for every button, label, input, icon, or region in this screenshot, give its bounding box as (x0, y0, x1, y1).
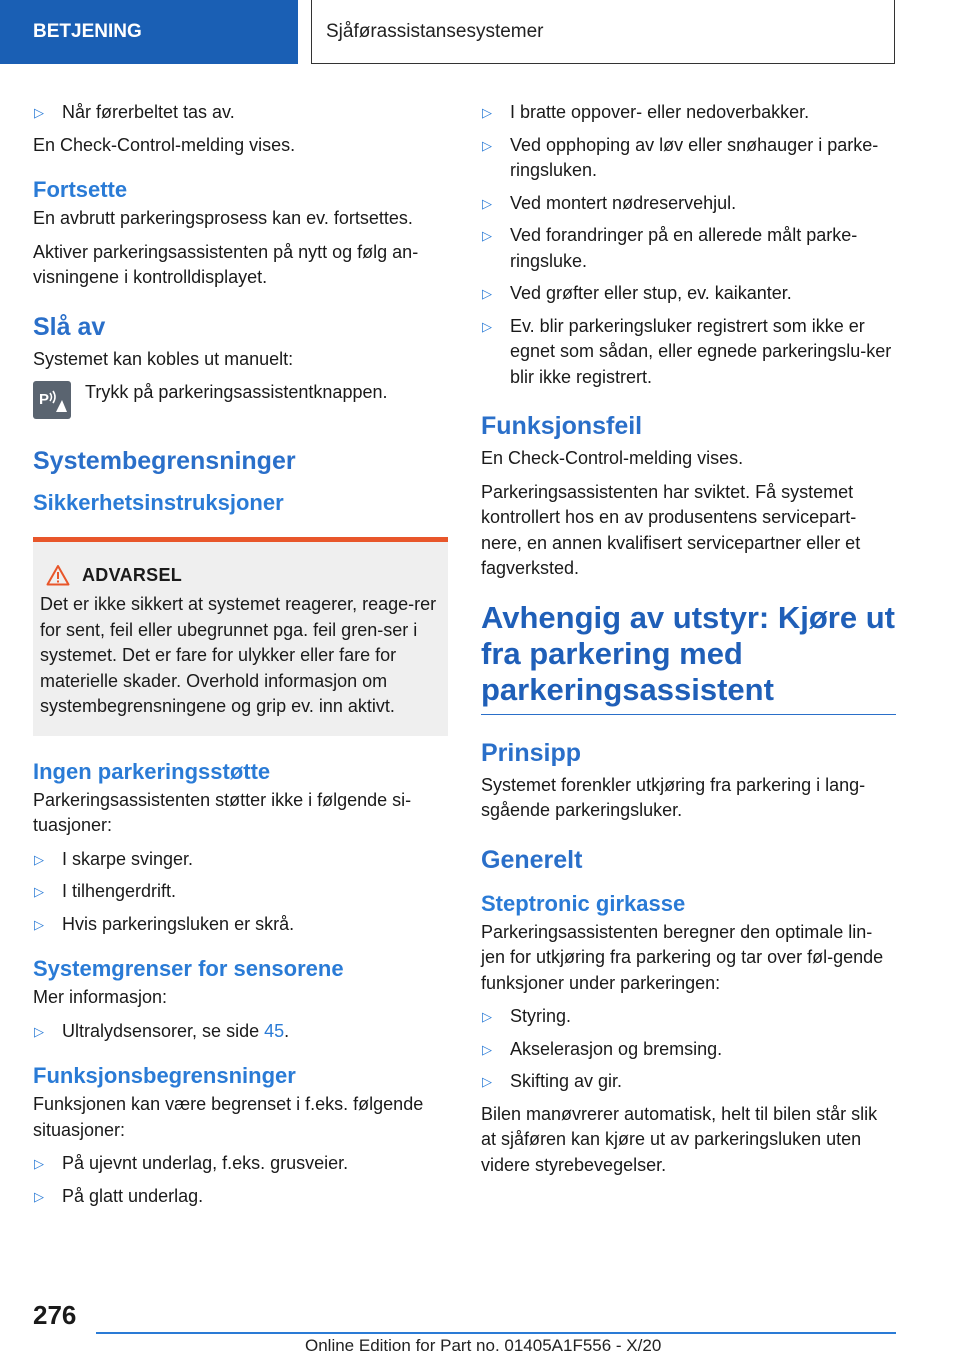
list-item: ▷ Ved forandringer på en allerede målt parke-ringsluke. (481, 223, 896, 274)
bullet-triangle-icon: ▷ (482, 195, 492, 211)
heading-fortsette: Fortsette (33, 177, 128, 202)
bullet-triangle-icon: ▷ (482, 1009, 492, 1024)
bullet-triangle-icon: ▷ (34, 851, 44, 867)
warning-title: ADVARSEL (40, 564, 440, 586)
paragraph: Trykk på parkeringsassistentknappen. (85, 382, 388, 402)
heading-prinsipp: Prinsipp (481, 738, 582, 767)
parking-assistant-button-icon (33, 381, 71, 419)
heading-generelt: Generelt (481, 845, 583, 874)
list-item: ▷ Ved opphoping av løv eller snøhauger i parke-ringsluken. (481, 133, 896, 184)
bullet-triangle-icon: ▷ (482, 1074, 492, 1089)
heading-systembegrensninger: Systembegrensninger (33, 447, 296, 475)
header-section: BETJENING (0, 0, 298, 64)
list-item: ▷ Når førerbeltet tas av. (33, 100, 448, 126)
bullet-triangle-icon: ▷ (482, 286, 492, 301)
paragraph: En Check-Control-melding vises. (33, 134, 296, 155)
list-item: ▷ Styring. (481, 1004, 896, 1030)
paragraph: En avbrutt parkeringsprosess kan ev. fortsettes. (33, 208, 413, 228)
bullet-triangle-icon: ▷ (34, 1156, 44, 1171)
paragraph: Systemet kan kobles ut manuelt: (33, 348, 294, 369)
heading-sla-av: Slå av (33, 312, 106, 341)
paragraph: Parkeringsassistenten har sviktet. Få systemet kontrollert hos en av produsentens servicepart-nere, en annen kvalifisert servicepartner eller et fagverksted. (481, 481, 861, 578)
bullet-triangle-icon: ▷ (482, 228, 492, 243)
paragraph: Parkeringsassistenten støtter ikke i følgende si-tuasjoner: (33, 789, 412, 835)
bullet-triangle-icon: ▷ (34, 1023, 44, 1039)
list-item: ▷ Skifting av gir. (481, 1069, 896, 1095)
paragraph: En Check-Control-melding vises. (481, 448, 744, 468)
list-item: ▷ På ujevnt underlag, f.eks. grusveier. (33, 1151, 448, 1177)
list-item: ▷ Ev. blir parkeringsluker registrert som ikke er egnet som sådan, eller egnede parkeringslu-ker blir ikke registrert. (481, 314, 896, 391)
paragraph: Bilen manøvrerer automatisk, helt til bilen står slik at sjåføren kan kjøre ut av parkeringsluken uten videre styrebevegelser. (481, 1103, 878, 1175)
bullet-triangle-icon: ▷ (482, 137, 492, 153)
paragraph: Funksjonen kan være begrenset i f.eks. følgende situasjoner: (33, 1094, 424, 1140)
list-item: ▷ Akselerasjon og bremsing. (481, 1037, 896, 1063)
svg-text:P: P (39, 391, 50, 408)
heading-systemgrenser: Systemgrenser for sensorene (33, 956, 344, 981)
bullet-triangle-icon: ▷ (34, 916, 44, 932)
bullet-triangle-icon: ▷ (482, 1041, 492, 1057)
footer-divider (96, 1332, 896, 1334)
bullet-triangle-icon: ▷ (34, 105, 44, 120)
bullet-triangle-icon: ▷ (482, 318, 492, 334)
paragraph: Parkeringsassistenten beregner den optimale lin-jen for utkjøring fra parkering og tar over føl-gende funksjoner under parkeringen: (481, 921, 884, 993)
button-instruction (33, 380, 448, 419)
right-column (481, 100, 896, 1186)
edition-text: Online Edition for Part no. 01405A1F556 - X/20 (305, 1336, 662, 1355)
warning-text: Det er ikke sikkert at systemet reagerer, reage-rer for sent, feil eller ubegrunnet pga. feil gren-ser i systemet. Det er fare for ulykker eller fare for materielle skader. Overhold informasjon om systembegrensningene og grip ev. inn aktivt. (40, 594, 437, 716)
heading-steptronic: Steptronic girkasse (481, 890, 686, 916)
heading-sikkerhetsinstruksjoner: Sikkerhetsinstruksjoner (33, 490, 284, 515)
chapter-heading: Avhengig av utstyr: Kjøre ut fra parkering med parkeringsassistent (481, 600, 896, 715)
left-column (33, 100, 448, 1216)
heading-funksjonsbegrensninger: Funksjonsbegrensninger (33, 1063, 296, 1088)
paragraph: Mer informasjon: (33, 987, 168, 1007)
list-item: ▷ På glatt underlag. (33, 1184, 448, 1210)
list-item: ▷ I tilhengerdrift. (33, 879, 448, 905)
page-number: 276 (33, 1300, 77, 1330)
paragraph: Aktiver parkeringsassistenten på nytt og følg an-visningene i kontrolldisplayet. (33, 241, 419, 287)
list-item: ▷ Ved grøfter eller stup, ev. kaikanter. (481, 281, 896, 307)
bullet-triangle-icon: ▷ (482, 105, 492, 120)
bullet-triangle-icon: ▷ (34, 884, 44, 899)
list-item: ▷ I bratte oppover- eller nedoverbakker. (481, 100, 896, 126)
list-item: ▷ I skarpe svinger. (33, 847, 448, 873)
page-link[interactable]: 45 (264, 1020, 285, 1041)
warning-box (33, 537, 448, 736)
heading-ingen-parkeringsstotte: Ingen parkeringsstøtte (33, 758, 271, 784)
list-item: ▷ Ved montert nødreservehjul. (481, 191, 896, 217)
list-item: ▷ Hvis parkeringsluken er skrå. (33, 912, 448, 938)
heading-funksjonsfeil: Funksjonsfeil (481, 412, 643, 440)
header-chapter: Sjåførassistansesystemer (311, 0, 895, 64)
warning-triangle-icon (46, 564, 70, 586)
bullet-triangle-icon: ▷ (34, 1188, 44, 1204)
paragraph: Systemet forenkler utkjøring fra parkering i lang-sgående parkeringsluker. (481, 774, 866, 820)
list-item: ▷ Ultralydsensorer, se side 45. (33, 1019, 448, 1045)
